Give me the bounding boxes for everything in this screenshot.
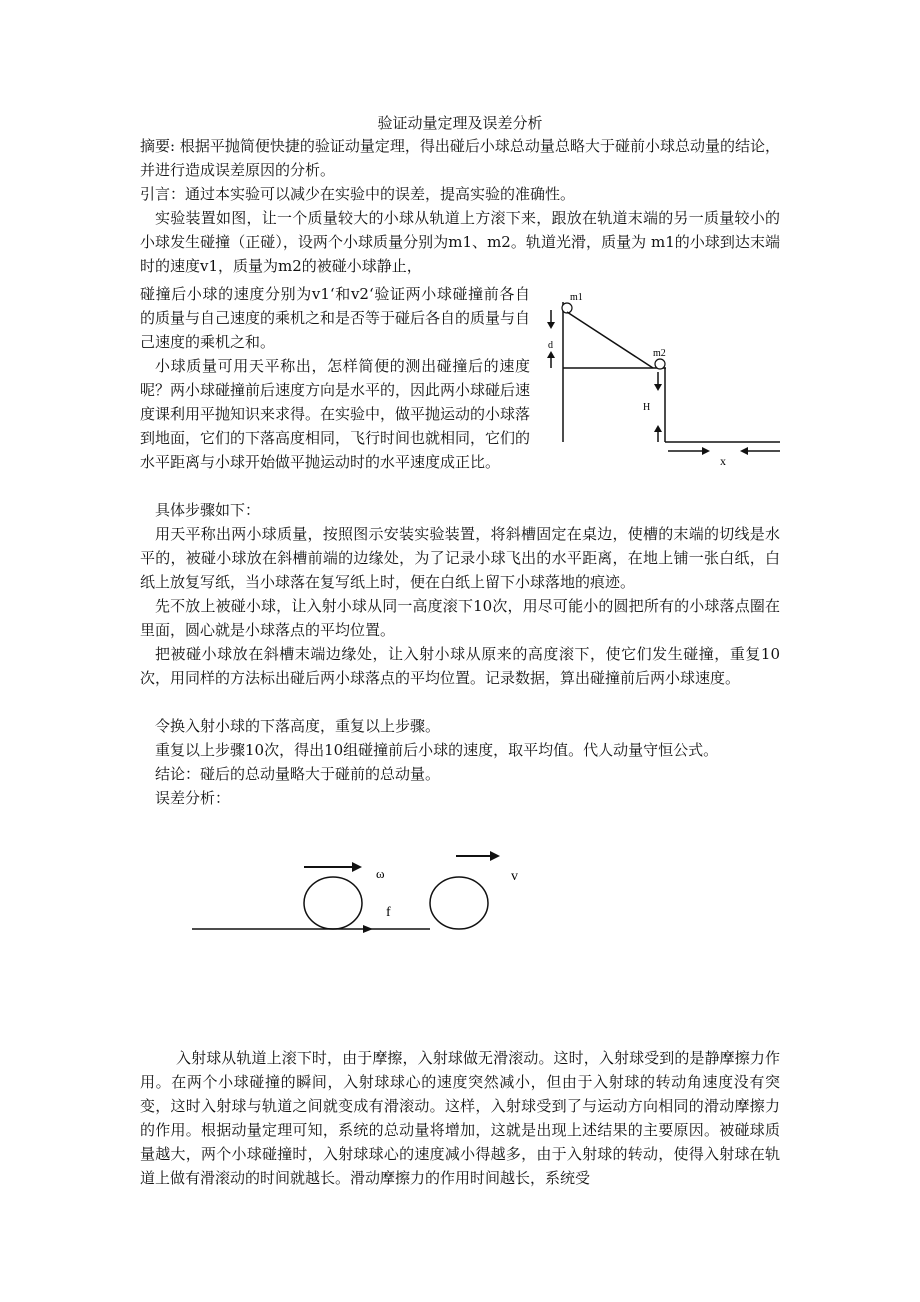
label-f: f [386,905,391,920]
step-3-paragraph: 把被碰小球放在斜槽末端边缘处，让入射小球从原来的高度滚下，使它们发生碰撞，重复10次，用同样的方法标出碰后两小球落点的平均位置。记录数据，算出碰撞前后两小球速度。 [140,645,780,687]
label-v: v [511,869,518,884]
setup-paragraph: 实验装置如图，让一个质量较大的小球从轨道上方滚下来，跟放在轨道末端的另一质量较小的小球发生碰撞（正碰），设两个小球质量分别为m1、m2。轨道光滑，质量为 m1的小球到达末端时的速度v1，质量为m2的被碰小球静止， [140,209,780,275]
label-omega: ω [376,866,385,881]
label-d: d [548,340,553,351]
label-x: x [720,454,726,468]
label-m1: m1 [570,292,583,303]
measure-paragraph: 小球质量可用天平称出，怎样简便的测出碰撞后的速度呢？两小球碰撞前后速度方向是水平的，因此两小球碰后速度课利用平抛知识来求得。在实验中，做平抛运动的小球落到地面，它们的下落高度相同，飞行时间也就相同，它们的水平距离与小球开始做平抛运动时的水平速度成正比。 [140,357,531,471]
step-1-paragraph: 用天平称出两小球质量，按照图示安装实验装置，将斜槽固定在桌边，使槽的末端的切线是水平的，被碰小球放在斜槽前端的边缘处，为了记录小球飞出的水平距离，在地上铺一张白纸，白纸上放复写纸，当小球落在复写纸上时，便在白纸上留下小球落地的痕迹。 [140,525,780,591]
target-ball [430,877,488,929]
ball-m1 [562,303,572,313]
intro-paragraph: 引言：通过本实验可以减少在实验中的误差，提高实验的准确性。 [140,185,576,203]
steps-heading: 具体步骤如下： [155,501,261,519]
apparatus-diagram [540,288,790,468]
incident-ball [304,877,362,929]
page-title: 验证动量定理及误差分析 [377,114,543,132]
step-4-paragraph: 令换入射小球的下落高度，重复以上步骤。 [155,717,441,735]
step-5-paragraph: 重复以上步骤10次，得出10组碰撞前后小球的速度，取平均值。代人动量守恒公式。 [155,741,719,759]
label-m2: m2 [653,348,666,359]
step-2-paragraph: 先不放上被碰小球，让入射小球从同一高度滚下10次，用尽可能小的圆把所有的小球落点圈在里面，圆心就是小球落点的平均位置。 [140,597,780,639]
analysis-paragraph: 入射球从轨道上滚下时，由于摩擦，入射球做无滑滚动。这时，入射球受到的是静摩擦力作用。在两个小球碰撞的瞬间，入射球球心的速度突然减小，但由于入射球的转动角速度没有突变，这时入射球与轨道之间就变成有滑滚动。这样，入射球受到了与运动方向相同的滑动摩擦力的作用。根据动量定理可知，系统的总动量将增加，这就是出现上述结果的主要原因。被碰球质量越大，两个小球碰撞时，入射球球心的速度减小得越多，由于入射球的转动，使得入射球在轨道上做有滑滚动的时间就越长。滑动摩擦力的作用时间越长，系统受 [140,1049,780,1187]
ball-m2 [655,359,665,369]
incline-track [567,312,653,368]
abstract-paragraph: 摘要: 根据平抛简便快捷的验证动量定理，得出碰后小球总动量总略大于碰前小球总动量的结论，并进行造成误差原因的分析。 [140,137,780,179]
conclusion-paragraph: 结论：碰后的总动量略大于碰前的总动量。 [155,765,441,783]
error-analysis-heading: 误差分析： [155,789,231,807]
rolling-balls-diagram [180,840,540,950]
label-H: H [643,402,651,413]
setup-paragraph-continued: 碰撞后小球的速度分别为v1‘和v2‘验证两小球碰撞前各自的质量与自己速度的乘机之和是否等于碰后各自的质量与自己速度的乘机之和。 [140,285,531,351]
